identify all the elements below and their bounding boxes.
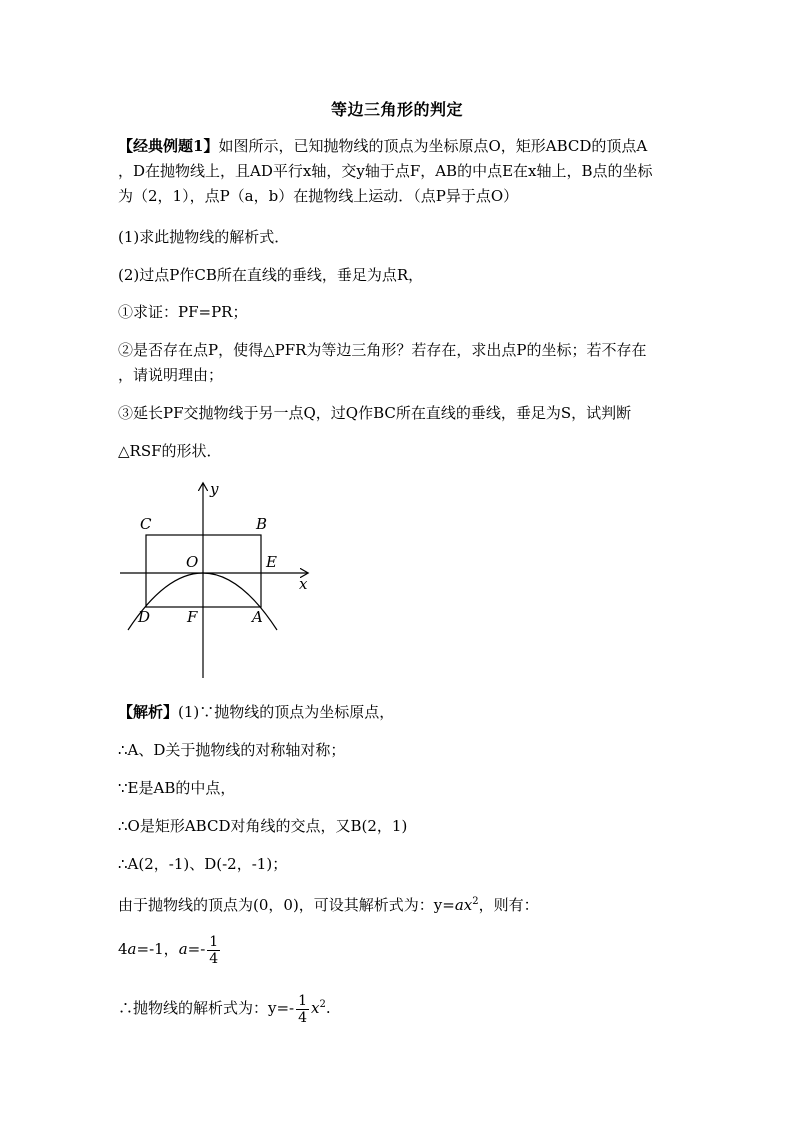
label-y: y <box>210 480 219 498</box>
label-f: F <box>187 608 198 626</box>
question-2-3-b: △RSF的形状． <box>118 442 222 460</box>
fraction-denominator: 4 <box>209 950 219 967</box>
problem-label: 【经典例题1】 <box>118 137 219 155</box>
solution-line-7 <box>118 932 222 967</box>
label-d: D <box>138 608 151 626</box>
question-1: (1)求此抛物线的解析式． <box>118 228 290 246</box>
solution-6-y: y= <box>433 896 455 914</box>
problem-line-1 <box>118 136 647 156</box>
solution-7-a1: a <box>127 940 137 958</box>
label-c: C <box>140 515 152 533</box>
solution-line-1 <box>118 702 394 722</box>
solution-6-post: ，则有： <box>478 896 539 914</box>
solution-7-mid: =-1， <box>136 940 179 958</box>
fraction-numerator-2: 1 <box>298 992 308 1009</box>
solution-6-exp: 2 <box>472 896 479 907</box>
solution-line-8 <box>118 988 331 1026</box>
solution-7-a2: a <box>178 940 188 958</box>
solution-8-x: x <box>311 999 320 1017</box>
question-2-3-a: ③延长PF交抛物线于另一点Q，过Q作BC所在直线的垂线，垂足为S，试判断 <box>118 404 632 422</box>
fraction-denominator-2: 4 <box>298 1009 308 1026</box>
label-e: E <box>266 553 277 571</box>
parabola-figure <box>110 478 330 683</box>
problem-line-3: 为（2，1），点P（a，b）在抛物线上运动．（点P异于点O） <box>118 187 519 205</box>
solution-7-eq: =- <box>187 940 206 958</box>
solution-line-6 <box>118 892 539 915</box>
label-b: B <box>256 515 268 533</box>
label-a: A <box>252 608 263 626</box>
solution-8-exp: 2 <box>319 999 326 1010</box>
fraction-one-quarter-2 <box>296 993 309 1026</box>
solution-line-4: ∴O是矩形ABCD对角线的交点，又B(2，1) <box>118 817 408 835</box>
solution-label: 【解析】 <box>118 703 179 721</box>
solution-6-x: x <box>463 896 473 914</box>
question-2-2-a: ②是否存在点P，使得△PFR为等边三角形？若存在，求出点P的坐标；若不存在 <box>118 341 647 359</box>
solution-line-5: ∴A(2，-1)、D(-2，-1)； <box>118 855 288 873</box>
solution-text-1: (1)∵抛物线的顶点为坐标原点， <box>178 703 395 721</box>
page-title: 等边三角形的判定 <box>330 100 463 119</box>
solution-line-2: ∴A、D关于抛物线的对称轴对称； <box>118 741 346 759</box>
label-x: x <box>299 575 308 593</box>
solution-7-pre: 4 <box>118 940 128 958</box>
question-2-1: ①求证：PF=PR； <box>118 303 248 321</box>
problem-text-1: 如图所示，已知抛物线的顶点为坐标原点O，矩形ABCD的顶点A <box>218 137 648 155</box>
solution-8-post: . <box>325 999 331 1017</box>
solution-line-3: ∵E是AB的中点， <box>118 779 236 797</box>
problem-line-2: ，D在抛物线上，且AD平行x轴，交y轴于点F，AB的中点E在x轴上，B点的坐标 <box>118 162 653 180</box>
solution-6-pre: 由于抛物线的顶点为(0，0)，可设其解析式为： <box>118 896 434 914</box>
fraction-one-quarter <box>207 934 220 967</box>
label-o: O <box>186 553 199 571</box>
solution-8-pre: ∴抛物线的解析式为：y=- <box>118 999 295 1017</box>
question-2: (2)过点P作CB所在直线的垂线，垂足为点R， <box>118 266 424 284</box>
question-2-2-b: ，请说明理由； <box>118 366 224 384</box>
solution-6-a: a <box>454 896 464 914</box>
fraction-numerator: 1 <box>209 933 219 950</box>
